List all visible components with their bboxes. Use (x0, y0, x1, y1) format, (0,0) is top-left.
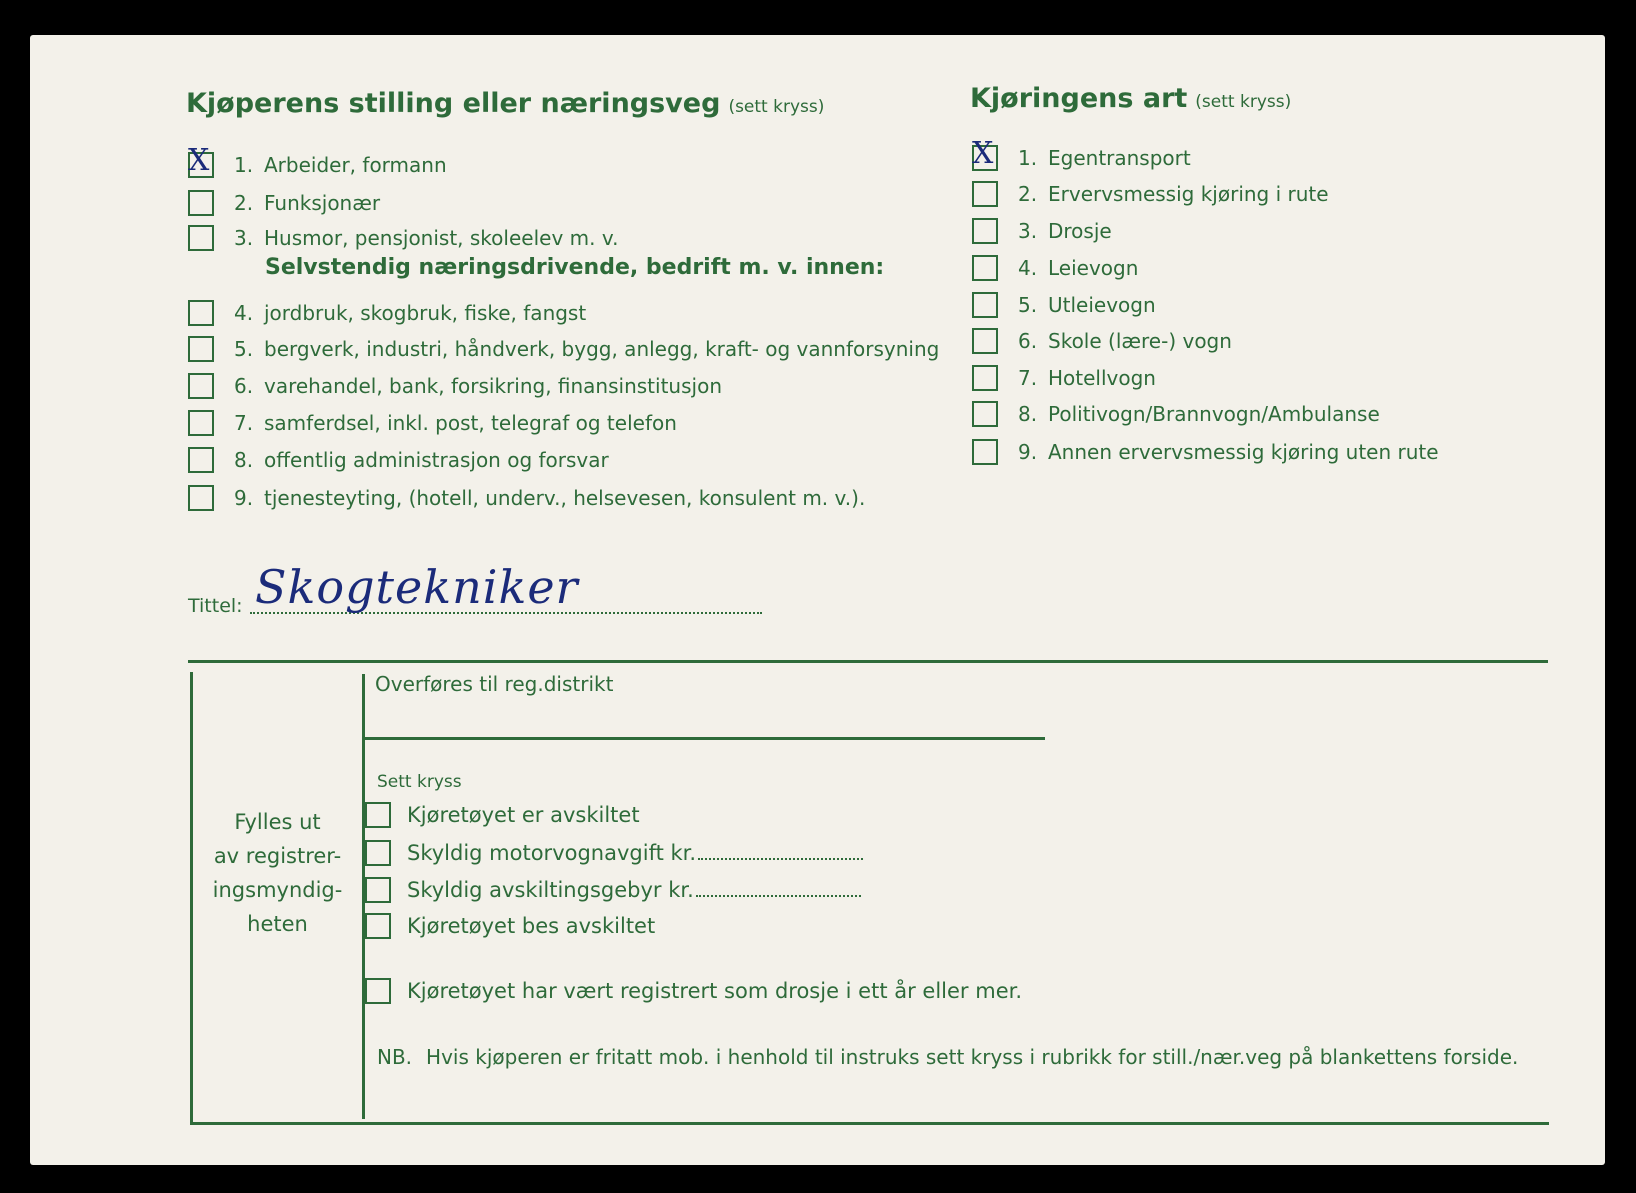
checkbox[interactable] (188, 447, 214, 473)
item-label: Husmor, pensjonist, skoleelev m. v. (264, 226, 619, 250)
self-employed-subheading: Selvstendig næringsdrivende, bedrift m. v. innen: (265, 255, 885, 280)
item-number: 1. (234, 153, 254, 177)
side-label-line: heten (247, 912, 308, 936)
checkbox[interactable] (365, 978, 391, 1004)
item-number: 8. (234, 448, 254, 472)
right-section-title-text: Kjøringens art (970, 83, 1188, 114)
item-number: 5. (1018, 293, 1038, 317)
side-label-line: Fylles ut (234, 810, 321, 834)
checkbox[interactable] (188, 373, 214, 399)
item-label: Kjøretøyet har vært registrert som drosje i ett år eller mer. (407, 979, 1022, 1003)
transfer-district-field[interactable] (365, 737, 1045, 740)
left-section-title-text: Kjøperens stilling eller næringsveg (186, 88, 721, 119)
checkbox[interactable] (188, 143, 214, 178)
item-number: 3. (234, 226, 254, 250)
item-label: Utleievogn (1048, 293, 1156, 317)
checkbox[interactable] (188, 336, 214, 362)
side-label-line: av registrer- (213, 844, 342, 868)
item-label: Kjøretøyet er avskiltet (407, 803, 640, 827)
item-label: Egentransport (1048, 146, 1191, 170)
checkbox[interactable] (365, 877, 391, 903)
x-mark-icon: X (188, 143, 210, 178)
item-number: 3. (1018, 219, 1038, 243)
item-number: 2. (234, 191, 254, 215)
checkbox[interactable] (365, 913, 391, 939)
checkbox[interactable] (972, 292, 998, 318)
item-number: 4. (1018, 256, 1038, 280)
checkbox[interactable] (188, 190, 214, 216)
item-number: 9. (1018, 440, 1038, 464)
amount-field[interactable] (698, 858, 863, 860)
transfer-district-label: Overføres til reg.distrikt (375, 672, 614, 696)
item-label: Politivogn/Brannvogn/Ambulanse (1048, 402, 1380, 426)
item-label: Annen ervervsmessig kjøring uten rute (1048, 440, 1439, 464)
checkbox[interactable] (972, 136, 998, 171)
right-section-note: (sett kryss) (1195, 92, 1292, 112)
item-label: varehandel, bank, forsikring, finansinstitusjon (264, 374, 722, 398)
tittel-label: Tittel: (188, 595, 243, 617)
item-label: Skole (lære-) vogn (1048, 329, 1232, 353)
right-section-title (970, 83, 1291, 114)
checkbox[interactable] (365, 840, 391, 866)
item-label: bergverk, industri, håndverk, bygg, anlegg, kraft- og vannforsyning (264, 337, 940, 361)
checkbox[interactable] (972, 328, 998, 354)
item-label: Leievogn (1048, 256, 1139, 280)
item-label: Arbeider, formann (264, 153, 447, 177)
item-label: Kjøretøyet bes avskiltet (407, 914, 656, 938)
sett-kryss-label: Sett kryss (377, 772, 462, 792)
left-section-note: (sett kryss) (728, 97, 825, 117)
item-number: 8. (1018, 402, 1038, 426)
item-number: 6. (234, 374, 254, 398)
checkbox[interactable] (972, 218, 998, 244)
item-label: Ervervsmessig kjøring i rute (1048, 182, 1329, 206)
checkbox[interactable] (365, 802, 391, 828)
side-label-line: ingsmyndig- (212, 878, 343, 902)
nb-text: Hvis kjøperen er fritatt mob. i henhold til instruks sett kryss i rubrikk for still./nær.veg på blankettens forside. (426, 1045, 1519, 1069)
item-number: 4. (234, 301, 254, 325)
item-label: tjenesteyting, (hotell, underv., helsevesen, konsulent m. v.). (264, 486, 866, 510)
amount-field[interactable] (696, 895, 861, 897)
item-number: 1. (1018, 146, 1038, 170)
item-label: Funksjonær (264, 191, 381, 215)
nb-note (377, 1045, 1518, 1069)
checkbox[interactable] (188, 225, 214, 251)
item-number: 7. (1018, 366, 1038, 390)
tittel-handwritten-value: Skogtekniker (255, 560, 579, 614)
item-label: samferdsel, inkl. post, telegraf og telefon (264, 411, 677, 435)
item-label: Drosje (1048, 219, 1112, 243)
item-label: offentlig administrasjon og forsvar (264, 448, 609, 472)
x-mark-icon: X (972, 136, 994, 171)
item-number: 6. (1018, 329, 1038, 353)
item-label: Hotellvogn (1048, 366, 1156, 390)
checkbox[interactable] (972, 255, 998, 281)
checkbox[interactable] (188, 300, 214, 326)
item-number: 5. (234, 337, 254, 361)
checkbox[interactable] (972, 181, 998, 207)
item-number: 9. (234, 486, 254, 510)
checkbox[interactable] (972, 401, 998, 427)
item-label: Skyldig motorvognavgift kr. (407, 841, 697, 865)
item-label: Skyldig avskiltingsgebyr kr. (407, 878, 694, 902)
checkbox[interactable] (972, 365, 998, 391)
checkbox[interactable] (188, 485, 214, 511)
registration-side-label (200, 805, 355, 941)
item-number: 2. (1018, 182, 1038, 206)
left-section-title (186, 88, 824, 119)
nb-tag: NB. (377, 1045, 413, 1069)
item-label: jordbruk, skogbruk, fiske, fangst (264, 301, 587, 325)
checkbox[interactable] (188, 410, 214, 436)
section-divider (188, 660, 1548, 663)
item-number: 7. (234, 411, 254, 435)
checkbox[interactable] (972, 439, 998, 465)
